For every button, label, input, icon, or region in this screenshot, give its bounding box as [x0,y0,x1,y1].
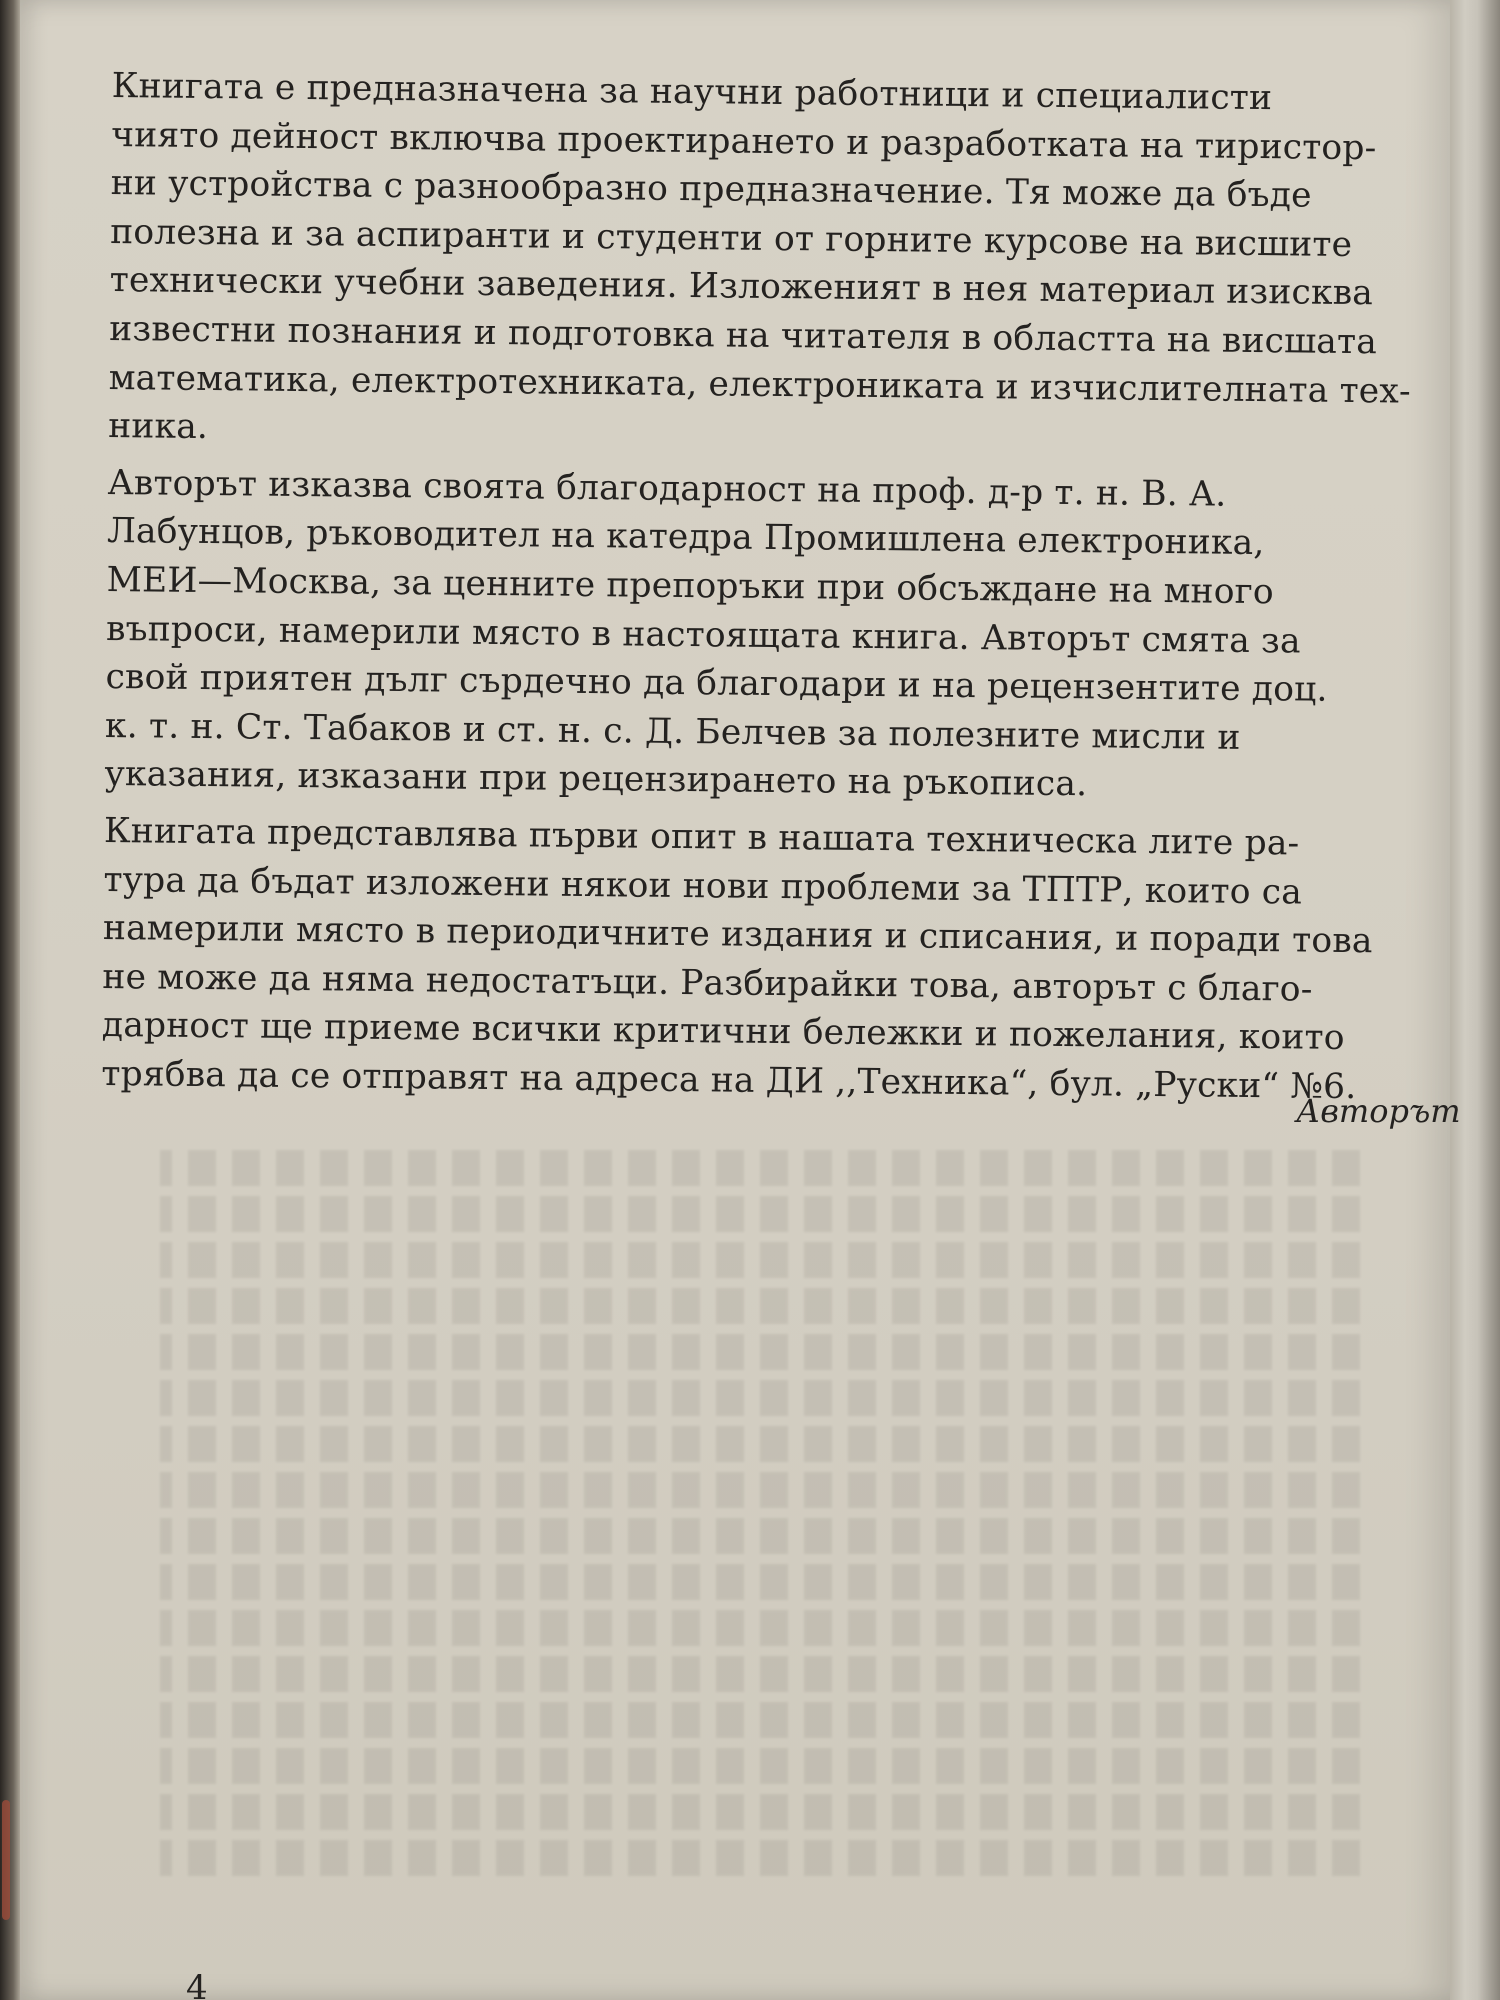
text-line: не може да няма недостатъци. Разбирайки това, авторът с благо- [102,956,1313,1010]
text-line: технически учебни заведения. Изложеният в нея материал изисква [109,260,1374,314]
text-line: полезна и за аспиранти и студенти от горните курсове на висшите [110,211,1353,265]
text-line: ника. [107,406,209,448]
text-line: свой приятен дълг сърдечно да благодари и на рецензентите доц. [105,657,1328,710]
show-through-text [160,1150,1360,1910]
text-line: известни познания и подготовка на читателя в областта на висшата [108,308,1378,363]
text-line: тура да бъдат изложени някои нови проблеми за ТПТР, които са [103,859,1303,913]
text-line: Лабунцов, ръководител на катедра Промишлена електроника, [106,511,1265,564]
text-line: математика, електротехниката, електрониката и изчислителната тех- [108,357,1411,412]
binding-mark [2,1800,10,1920]
binding-edge [0,0,22,2000]
text-line: МЕИ—Москва, за ценните препоръки при обсъждане на много [106,559,1274,613]
paragraph-feedback [101,807,1444,1113]
page-stack-edge [1450,0,1500,2000]
text-line: чиято дейност включва проектирането и разработката на тиристор- [111,114,1377,168]
text-line: Книгата представлява първи опит в нашата техническа лите ра- [103,810,1300,864]
text-line: к. т. н. Ст. Табаков и ст. н. с. Д. Белчев за полезните мисли и [104,705,1241,758]
text-line: намерили място в периодичните издания и списания, и поради това [102,908,1373,962]
text-line: Авторът изказва своята благодарност на проф. д-р т. н. В. А. [107,462,1227,515]
page-number: 4 [186,1968,208,2000]
text-line: ни устройства с разнообразно предназначение. Тя може да бъде [110,163,1312,216]
text-line: трябва да се отправят на адреса на ДИ ,,Техника“, бул. „Руски“ №6. [101,1053,1357,1107]
paragraph-acknowledgements [104,459,1447,813]
text-line: въпроси, намерили място в настоящата книга. Авторът смята за [105,608,1301,662]
text-line: указания, изказани при рецензирането на ръкописа. [104,754,1088,805]
text-line: дарност ще приеме всички критични бележки и пожелания, които [101,1005,1345,1059]
paragraph-purpose [108,62,1452,465]
body-text [101,62,1452,1112]
author-signature: Авторът [1296,1092,1461,1130]
text-line: Книгата е предназначена за научни работници и специалисти [111,65,1273,119]
